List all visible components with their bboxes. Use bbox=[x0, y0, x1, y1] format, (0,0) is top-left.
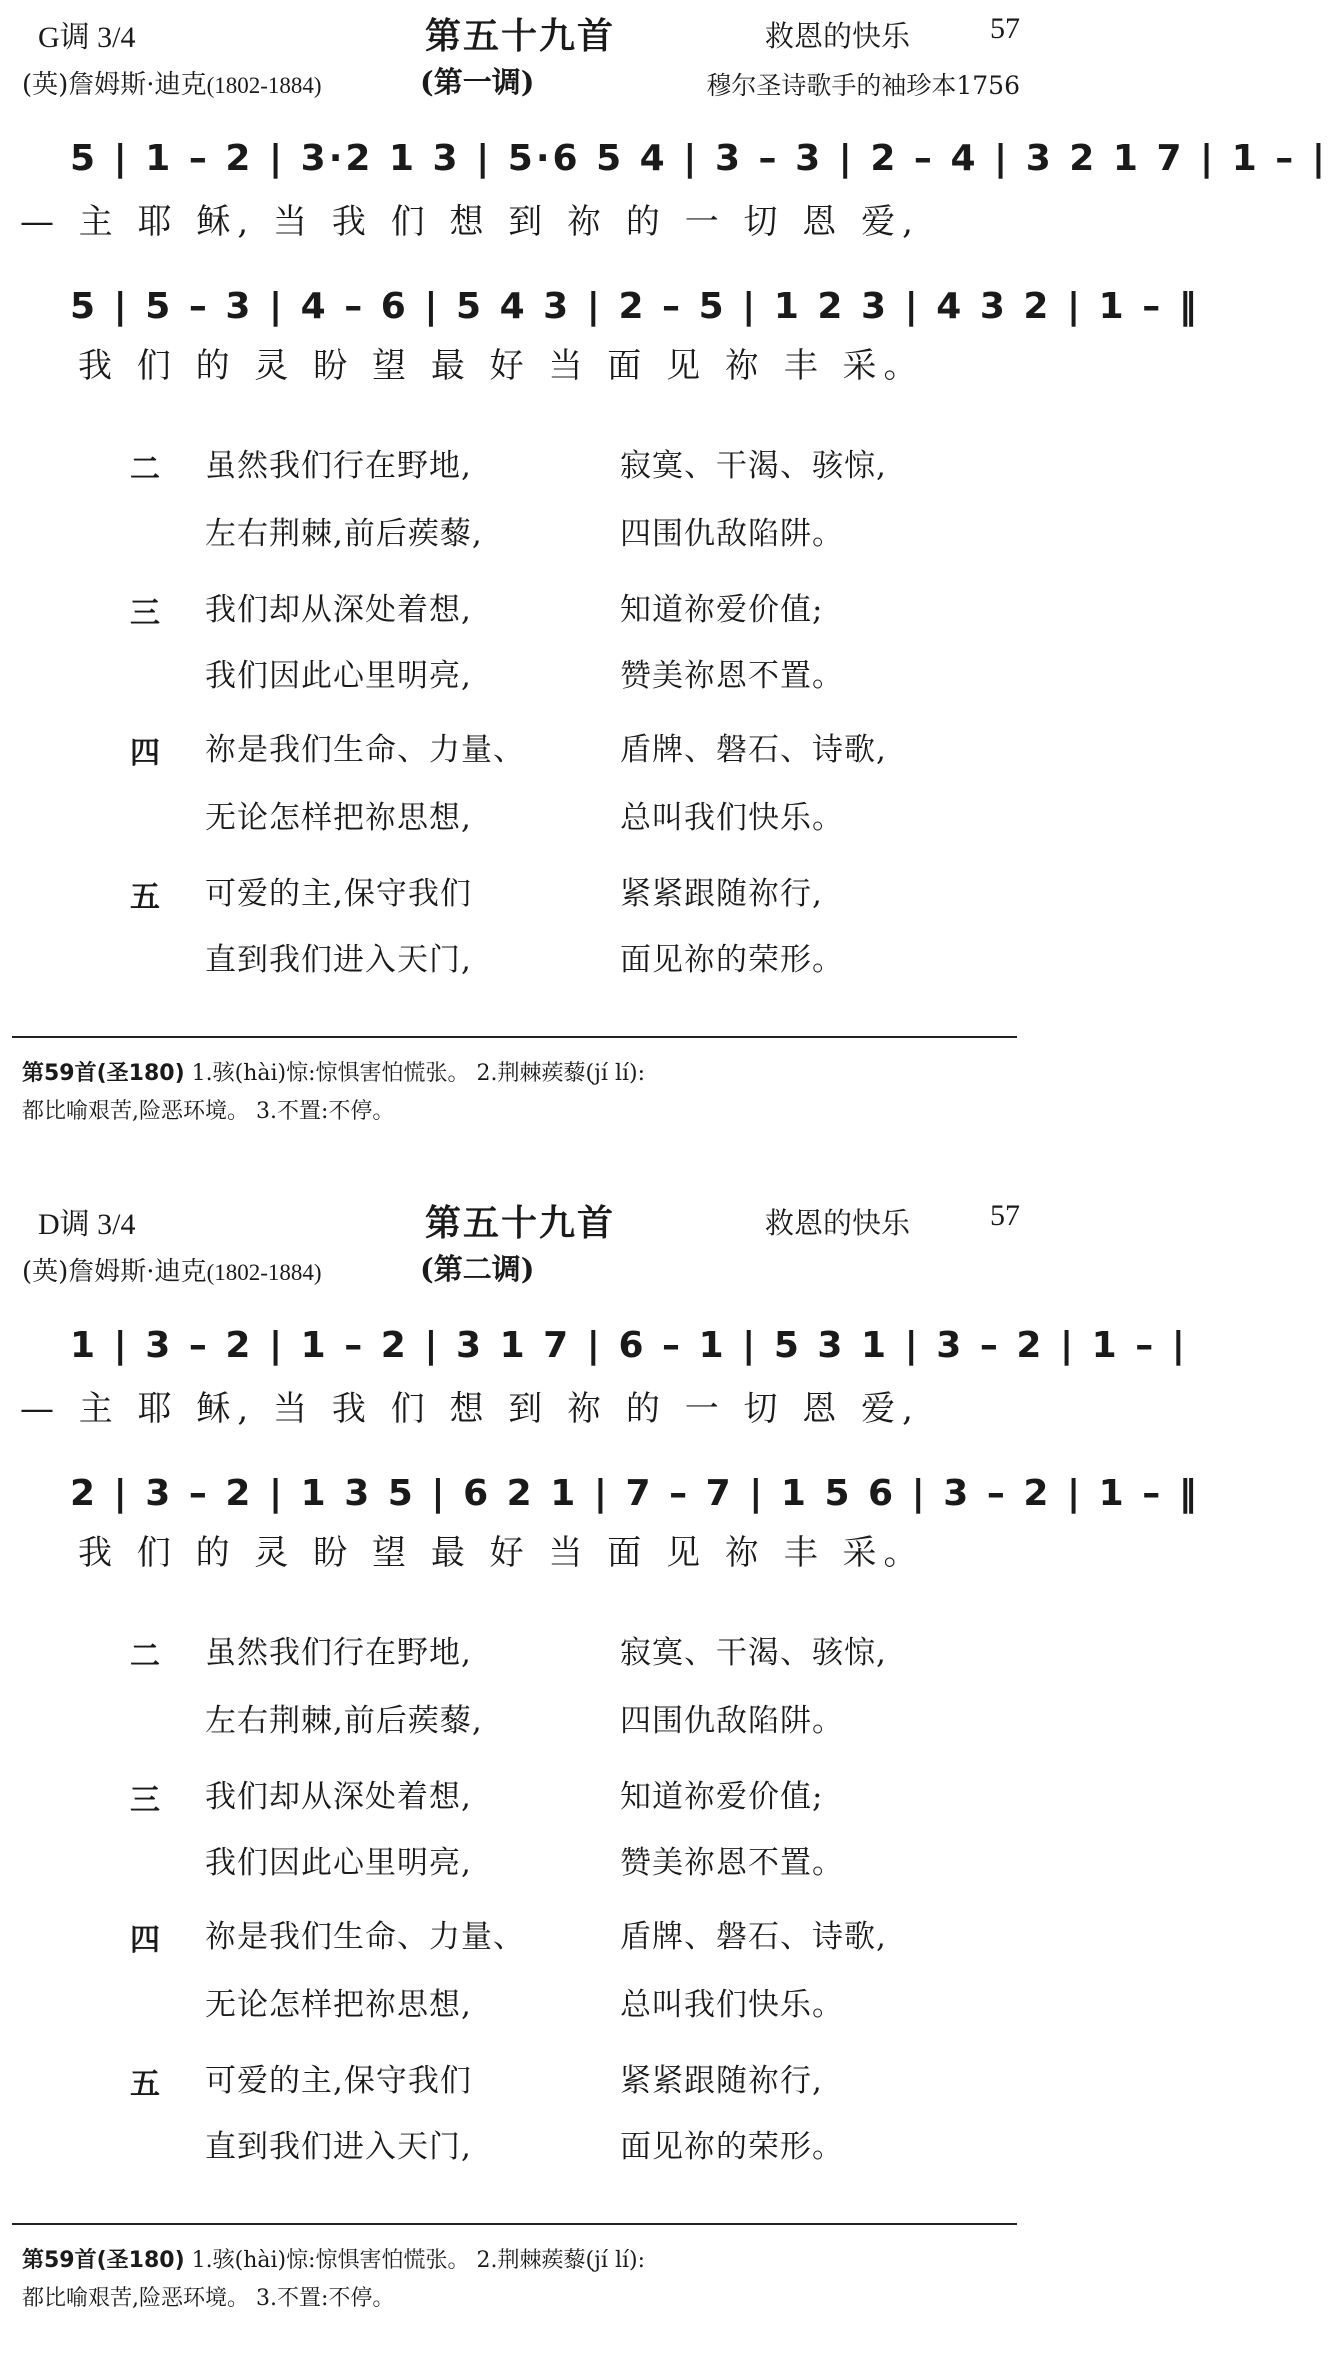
verse-line: 总叫我们快乐。 bbox=[620, 1987, 844, 2023]
footnote-label: 第59首(圣180) bbox=[22, 2248, 185, 2273]
author-years: (1802-1884) bbox=[206, 1260, 322, 1285]
verse-line: 知道祢爱价值; bbox=[620, 1779, 824, 1815]
hymn-title: 第五十九首 bbox=[424, 16, 615, 57]
verse-line: 紧紧跟随祢行, bbox=[620, 876, 823, 912]
verse-line: 左右荆棘,前后蒺藜, bbox=[205, 1703, 483, 1739]
footnote-line-2: 都比喻艰苦,险恶环境。 3.不置:不停。 bbox=[22, 1099, 395, 1124]
page-number: 57 bbox=[990, 1199, 1020, 1232]
verse-number: 四 bbox=[130, 736, 160, 771]
verse-line: 祢是我们生命、力量、 bbox=[205, 1919, 525, 1955]
notation-line-2: 2 | 3 – 2 | 1 3 5 | 6 2 1 | 7 – 7 | 1 5 6 | 3 – 2 | 1 – ‖ bbox=[70, 1473, 1200, 1514]
verse-line: 直到我们进入天门, bbox=[205, 942, 472, 978]
verse-line: 盾牌、磐石、诗歌, bbox=[620, 1919, 887, 1955]
verse-line: 我们却从深处着想, bbox=[205, 1779, 472, 1815]
verse-line: 虽然我们行在野地, bbox=[205, 448, 472, 484]
verse-number: 四 bbox=[130, 1923, 160, 1958]
verse-line: 我们因此心里明亮, bbox=[205, 658, 472, 694]
verse-line: 我们因此心里明亮, bbox=[205, 1845, 472, 1881]
verse-line: 无论怎样把祢思想, bbox=[205, 1987, 472, 2023]
verse-line: 寂寞、干渴、骇惊, bbox=[620, 448, 887, 484]
verse-number: 五 bbox=[130, 2067, 160, 2102]
hymn-subtitle: 救恩的快乐 bbox=[764, 19, 910, 53]
author-name: (英)詹姆斯·迪克 bbox=[22, 70, 207, 100]
footnote-text: 1.骇(hài)惊:惊惧害怕慌张。 2.荆棘蒺藜(jí lí): bbox=[191, 2248, 646, 2273]
hymn-section-tune-2 bbox=[0, 1187, 1200, 2374]
lyric-line-1: — 主 耶 稣, 当 我 们 想 到 祢 的 一 切 恩 爱, bbox=[20, 1389, 920, 1429]
verse-number: 二 bbox=[130, 1639, 160, 1674]
notation-line-1: 5 | 1 – 2 | 3·2 1 3 | 5·6 5 4 | 3 – 3 | 2 – 4 | 3 2 1 7 | 1 – | bbox=[70, 138, 1328, 179]
tune-label: (第二调) bbox=[420, 1252, 535, 1286]
verse-line: 无论怎样把祢思想, bbox=[205, 800, 472, 836]
footnote-divider bbox=[12, 1036, 1017, 1038]
verse-line: 盾牌、磐石、诗歌, bbox=[620, 732, 887, 768]
verse-number: 二 bbox=[130, 452, 160, 487]
tune-source: 穆尔圣诗歌手的袖珍本1756 bbox=[706, 71, 1020, 100]
verse-line: 可爱的主,保守我们 bbox=[205, 876, 472, 912]
footnote-text: 1.骇(hài)惊:惊惧害怕慌张。 2.荆棘蒺藜(jí lí): bbox=[191, 1061, 646, 1086]
hymn-subtitle: 救恩的快乐 bbox=[764, 1206, 910, 1240]
page-number: 57 bbox=[990, 12, 1020, 45]
verse-line: 直到我们进入天门, bbox=[205, 2129, 472, 2165]
verse-number: 五 bbox=[130, 880, 160, 915]
notation-line-1: 1 | 3 – 2 | 1 – 2 | 3 1 7 | 6 – 1 | 5 3 1 | 3 – 2 | 1 – | bbox=[70, 1325, 1188, 1366]
verse-line: 寂寞、干渴、骇惊, bbox=[620, 1635, 887, 1671]
tune-label: (第一调) bbox=[420, 65, 535, 99]
verse-line: 左右荆棘,前后蒺藜, bbox=[205, 516, 483, 552]
verse-line: 赞美祢恩不置。 bbox=[620, 658, 844, 694]
footnote-label: 第59首(圣180) bbox=[22, 1061, 185, 1086]
verse-number: 三 bbox=[130, 596, 160, 631]
lyric-line-2: 我 们 的 灵 盼 望 最 好 当 面 见 祢 丰 采。 bbox=[78, 1533, 925, 1573]
lyric-line-2: 我 们 的 灵 盼 望 最 好 当 面 见 祢 丰 采。 bbox=[78, 346, 925, 386]
verse-line: 四围仇敌陷阱。 bbox=[620, 516, 844, 552]
footnote-line-1 bbox=[22, 2243, 645, 2274]
verse-line: 虽然我们行在野地, bbox=[205, 1635, 472, 1671]
key-signature: G调 3/4 bbox=[38, 21, 136, 54]
verse-line: 四围仇敌陷阱。 bbox=[620, 1703, 844, 1739]
lyric-line-1: — 主 耶 稣, 当 我 们 想 到 祢 的 一 切 恩 爱, bbox=[20, 202, 920, 242]
notation-line-2: 5 | 5 – 3 | 4 – 6 | 5 4 3 | 2 – 5 | 1 2 3 | 4 3 2 | 1 – ‖ bbox=[70, 286, 1200, 327]
verse-line: 我们却从深处着想, bbox=[205, 592, 472, 628]
verse-line: 赞美祢恩不置。 bbox=[620, 1845, 844, 1881]
hymn-title: 第五十九首 bbox=[424, 1203, 615, 1244]
verse-number: 三 bbox=[130, 1783, 160, 1818]
verse-line: 面见祢的荣形。 bbox=[620, 942, 844, 978]
verse-line: 知道祢爱价值; bbox=[620, 592, 824, 628]
author-years: (1802-1884) bbox=[206, 73, 322, 98]
author-credit bbox=[22, 1251, 322, 1288]
verse-line: 总叫我们快乐。 bbox=[620, 800, 844, 836]
verse-line: 可爱的主,保守我们 bbox=[205, 2063, 472, 2099]
verse-line: 面见祢的荣形。 bbox=[620, 2129, 844, 2165]
key-signature: D调 3/4 bbox=[38, 1208, 136, 1241]
footnote-line-2: 都比喻艰苦,险恶环境。 3.不置:不停。 bbox=[22, 2286, 395, 2311]
footnote-divider bbox=[12, 2223, 1017, 2225]
footnote-line-1 bbox=[22, 1056, 645, 1087]
verse-line: 紧紧跟随祢行, bbox=[620, 2063, 823, 2099]
author-credit bbox=[22, 64, 322, 101]
author-name: (英)詹姆斯·迪克 bbox=[22, 1257, 207, 1287]
verse-line: 祢是我们生命、力量、 bbox=[205, 732, 525, 768]
